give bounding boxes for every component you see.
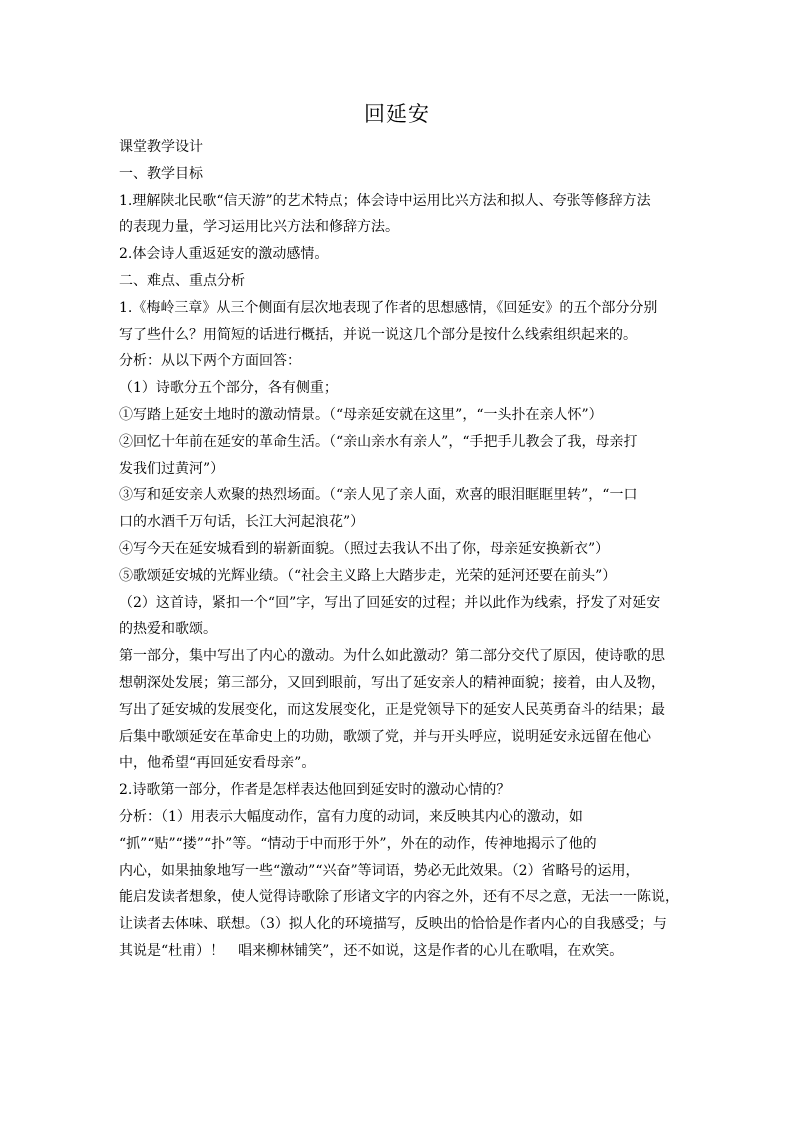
text-line: 2.体会诗人重返延安的激动感情。	[119, 246, 329, 263]
text-line: （2）这首诗，紧扣一个“回”字，写出了回延安的过程；并以此作为线索，抒发了对延安	[119, 594, 661, 611]
text-line: 的热爱和歌颂。	[119, 621, 217, 638]
text-line: 分析：从以下两个方面回答：	[119, 353, 301, 370]
text-line: 其说是“杜甫）！ 唱来柳林铺笑”，还不如说，这是作者的心儿在歌唱，在欢笑。	[119, 942, 624, 959]
text-line: 写出了延安城的发展变化，而这发展变化，正是党领导下的延安人民英勇奋斗的结果；最	[119, 701, 665, 718]
text-line: 写了些什么？用简短的话进行概括，并说一说这几个部分是按什么线索组织起来的。	[119, 326, 637, 343]
text-line: （1）诗歌分五个部分，各有侧重；	[119, 380, 338, 397]
text-line: ①写踏上延安土地时的激动情景。（“母亲延安就在这里”，“一头扑在亲人怀”）	[119, 406, 603, 423]
text-line: 内心，如果抽象地写一些“激动”“兴奋”等词语，势必无此效果。（2）省略号的运用，	[119, 862, 640, 879]
text-line: 1.《梅岭三章》从三个侧面有层次地表现了作者的思想感情，《回延安》的五个部分分别	[119, 299, 658, 316]
text-line: ④写今天在延安城看到的崭新面貌。（照过去我认不出了你，母亲延安换新衣”）	[119, 540, 610, 557]
text-line: “抓”“贴”“搂”“扑”等。“情动于中而形于外”，外在的动作，传神地揭示了他的	[119, 835, 597, 852]
text-line: 分析：（1）用表示大幅度动作，富有力度的动词，来反映其内心的激动，如	[119, 808, 583, 825]
document-title: 回延安	[364, 102, 430, 126]
text-line: 中，他希望“再回延安看母亲”。	[119, 755, 316, 772]
text-line: 的表现力量，学习运用比兴方法和修辞方法。	[119, 219, 399, 236]
text-line: 想朝深处发展；第三部分，又回到眼前，写出了延安亲人的精神面貌；接着，由人及物，	[119, 674, 665, 691]
text-line: 1.理解陕北民歌“信天游”的艺术特点；体会诗中运用比兴方法和拟人、夸张等修辞方法	[119, 192, 651, 209]
text-line: 能启发读者想象，使人觉得诗歌除了形诸文字的内容之外，还有不尽之意，无法一一陈说，	[119, 889, 679, 906]
text-line: 后集中歌颂延安在革命史上的功勋，歌颂了党，并与开头呼应，说明延安永远留在他心	[119, 728, 651, 745]
text-line: 发我们过黄河”）	[119, 460, 225, 477]
document-body	[119, 134, 679, 965]
text-line: 2.诗歌第一部分，作者是怎样表达他回到延安时的激动心情的？	[119, 782, 511, 799]
text-line: 课堂教学设计	[119, 139, 203, 155]
text-line: ②回忆十年前在延安的革命生活。（“亲山亲水有亲人”，“手把手儿教会了我，母亲打	[119, 433, 638, 450]
text-line: 口的水酒千万句话，长江大河起浪花”）	[119, 514, 365, 531]
text-line: ③写和延安亲人欢聚的热烈场面。（“亲人见了亲人面，欢喜的眼泪眶眶里转”，“一口	[119, 487, 638, 504]
text-line: ⑤歌颂延安城的光辉业绩。（“社会主义路上大踏步走，光荣的延河还要在前头”）	[119, 567, 617, 584]
text-line: 让读者去体味、联想。（3）拟人化的环境描写，反映出的恰恰是作者内心的自我感受；与	[119, 916, 667, 933]
text-line: 二、难点、重点分析	[119, 272, 245, 289]
text-line: 第一部分，集中写出了内心的激动。为什么如此激动？第二部分交代了原因，使诗歌的思	[119, 648, 665, 665]
text-line: 一、教学目标	[119, 165, 203, 182]
